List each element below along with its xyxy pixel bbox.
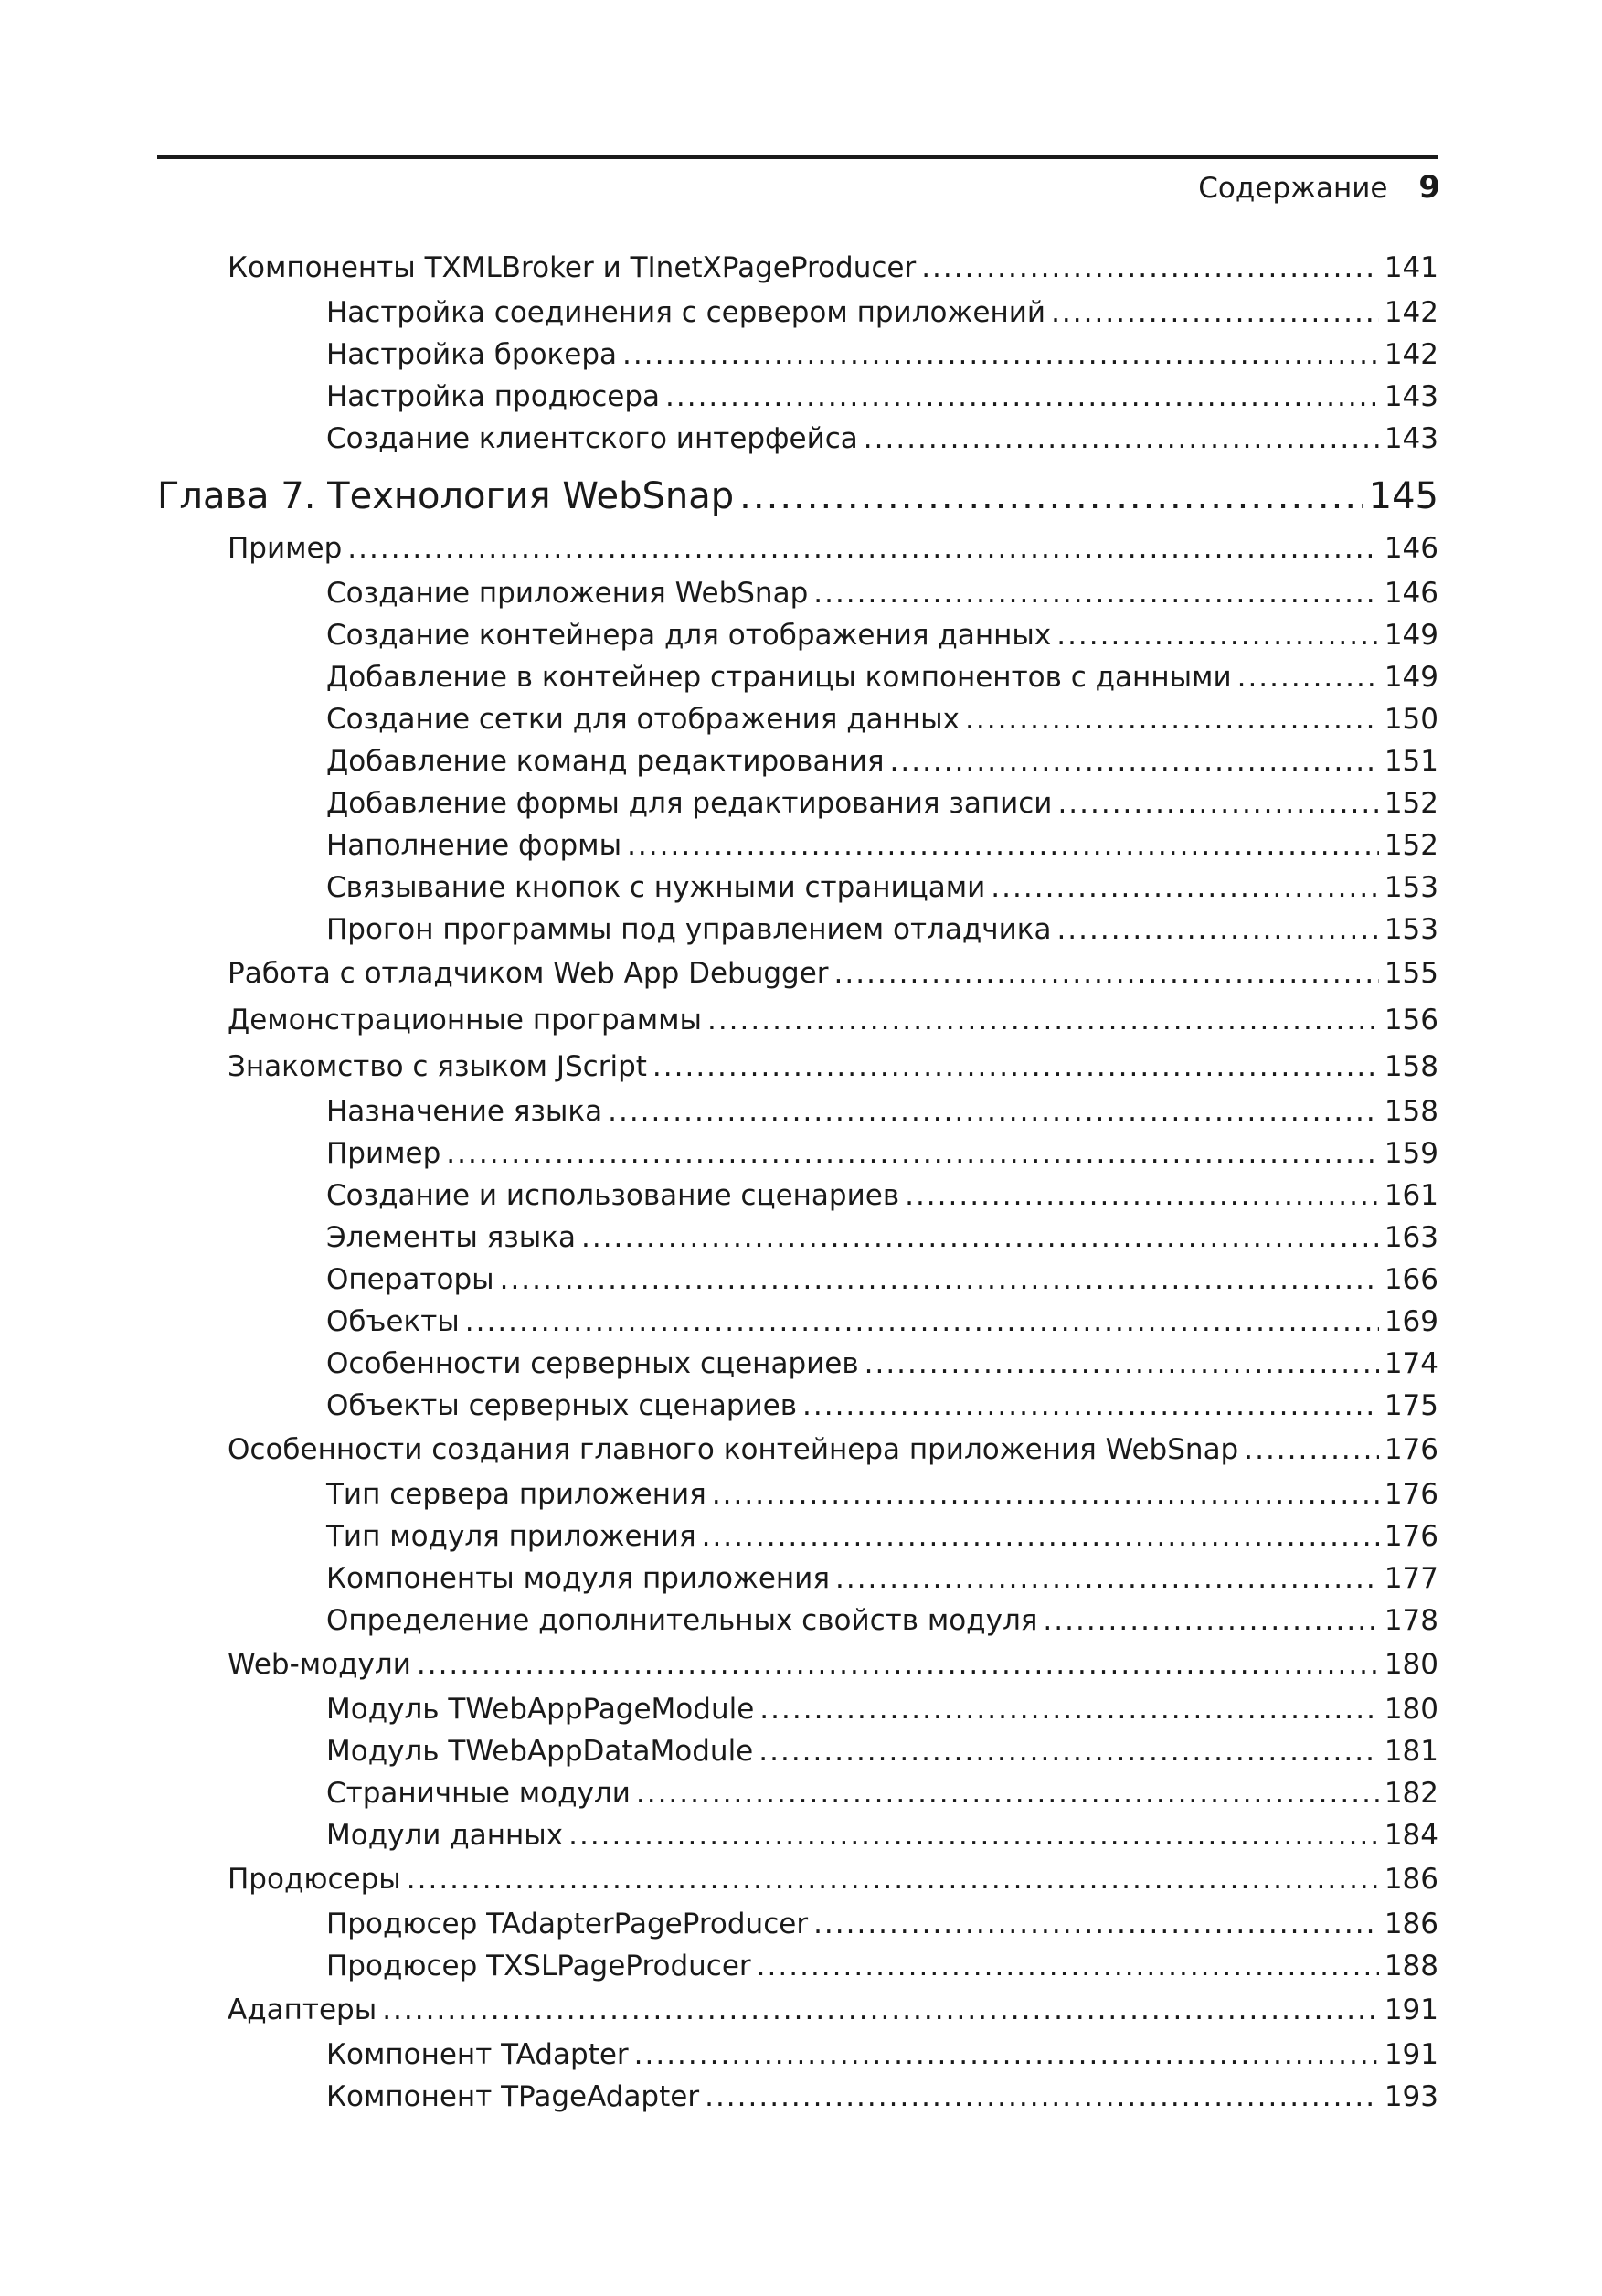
toc-entry-page: 155	[1384, 957, 1438, 990]
toc-leader-dots	[759, 1688, 1379, 1730]
toc-entry-title: Знакомство с языком JScript	[228, 1050, 647, 1083]
toc-entry	[157, 824, 1438, 866]
toc-entry	[157, 866, 1438, 909]
toc-entry	[157, 1515, 1438, 1557]
toc-entry-title: Объекты	[326, 1305, 460, 1338]
toc-entry-page: 145	[1368, 475, 1438, 517]
toc-entry	[157, 698, 1438, 740]
toc-entry-title: Добавление в контейнер страницы компонентов с данными	[326, 661, 1232, 694]
toc-entry-page: 182	[1384, 1777, 1438, 1810]
running-header	[1198, 167, 1440, 208]
toc-entry-title: Создание клиентского интерфейса	[326, 422, 858, 455]
toc-leader-dots	[581, 1217, 1379, 1259]
toc-entry	[157, 1772, 1438, 1814]
toc-leader-dots	[759, 1730, 1379, 1772]
toc-entry-title: Особенности создания главного контейнера приложения WebSnap	[228, 1433, 1239, 1466]
toc-leader-dots	[921, 245, 1379, 292]
toc-entry-page: 143	[1384, 422, 1438, 455]
toc-entry-page: 141	[1384, 251, 1438, 284]
toc-entry-title: Продюсер TXSLPageProducer	[326, 1950, 751, 1982]
toc-entry-page: 153	[1384, 871, 1438, 904]
toc-leader-dots	[347, 526, 1379, 572]
toc-entry-title: Модули данных	[326, 1819, 564, 1852]
toc-leader-dots	[865, 1343, 1379, 1385]
toc-entry-page: 175	[1384, 1389, 1438, 1422]
toc-entry-title: Настройка продюсера	[326, 380, 661, 413]
toc-entry	[157, 2034, 1438, 2076]
header-page-number: 9	[1418, 169, 1440, 206]
toc-entry-title: Компонент TAdapter	[326, 2038, 629, 2071]
toc-entry	[157, 334, 1438, 376]
toc-leader-dots	[702, 1515, 1379, 1557]
toc-entry-page: 150	[1384, 703, 1438, 736]
toc-entry-title: Компоненты TXMLBroker и TInetXPageProducer	[228, 251, 917, 284]
toc-entry	[157, 1427, 1438, 1473]
toc-entry-title: Объекты серверных сценариев	[326, 1389, 798, 1422]
toc-entry-page: 166	[1384, 1263, 1438, 1296]
toc-leader-dots	[568, 1814, 1379, 1856]
header-rule	[157, 155, 1438, 159]
toc-entry-page: 176	[1384, 1478, 1438, 1511]
toc-leader-dots	[705, 2076, 1379, 2118]
toc-entry	[157, 782, 1438, 824]
toc-entry-page: 146	[1384, 577, 1438, 610]
toc-entry-title: Прогон программы под управлением отладчика	[326, 913, 1052, 946]
toc-entry-page: 142	[1384, 338, 1438, 371]
toc-entry-title: Пример	[326, 1137, 441, 1170]
toc-entry	[157, 1259, 1438, 1301]
toc-entry-page: 146	[1384, 532, 1438, 565]
toc-entry-title: Демонстрационные программы	[228, 1004, 702, 1036]
toc-entry-page: 153	[1384, 913, 1438, 946]
toc-entry-title: Настройка брокера	[326, 338, 618, 371]
toc-entry-page: 186	[1384, 1863, 1438, 1896]
toc-leader-dots	[834, 951, 1379, 997]
toc-entry-page: 152	[1384, 787, 1438, 820]
toc-entry-page: 186	[1384, 1908, 1438, 1940]
toc-entry	[157, 572, 1438, 614]
toc-entry-title: Тип модуля приложения	[326, 1520, 696, 1553]
toc-entry-page: 163	[1384, 1221, 1438, 1254]
toc-entry-page: 152	[1384, 829, 1438, 862]
toc-entry	[157, 1301, 1438, 1343]
toc-entry	[157, 1473, 1438, 1515]
toc-entry-page: 158	[1384, 1050, 1438, 1083]
toc-entry-page: 184	[1384, 1819, 1438, 1852]
toc-leader-dots	[712, 1473, 1379, 1515]
toc-entry	[157, 1642, 1438, 1688]
toc-chapter-entry	[157, 467, 1438, 526]
toc-leader-dots	[636, 1772, 1379, 1814]
toc-leader-dots	[627, 824, 1379, 866]
header-title: Содержание	[1198, 172, 1388, 205]
toc-entry-title: Глава 7. Технология WebSnap	[157, 475, 735, 517]
toc-entry-page: 156	[1384, 1004, 1438, 1036]
toc-entry-page: 180	[1384, 1648, 1438, 1681]
toc-leader-dots	[608, 1090, 1379, 1132]
toc-entry-title: Определение дополнительных свойств модуля	[326, 1604, 1038, 1637]
toc-entry	[157, 740, 1438, 782]
toc-leader-dots	[835, 1557, 1379, 1600]
toc-entry	[157, 1903, 1438, 1945]
toc-entry-title: Продюсеры	[228, 1863, 401, 1896]
toc-entry	[157, 909, 1438, 951]
toc-entry	[157, 1175, 1438, 1217]
toc-leader-dots	[864, 418, 1379, 460]
toc-entry	[157, 951, 1438, 997]
toc-leader-dots	[707, 997, 1379, 1044]
toc-entry-page: 176	[1384, 1520, 1438, 1553]
toc-leader-dots	[407, 1856, 1379, 1903]
toc-entry-title: Создание и использование сценариев	[326, 1179, 900, 1212]
toc-entry	[157, 1814, 1438, 1856]
toc-entry-title: Добавление формы для редактирования записи	[326, 787, 1053, 820]
toc-entry-page: 174	[1384, 1347, 1438, 1380]
toc-entry-page: 151	[1384, 745, 1438, 778]
toc-entry-page: 178	[1384, 1604, 1438, 1637]
toc-entry-page: 159	[1384, 1137, 1438, 1170]
toc-entry-page: 158	[1384, 1095, 1438, 1128]
toc-entry-page: 169	[1384, 1305, 1438, 1338]
toc-entry	[157, 1044, 1438, 1090]
toc-leader-dots	[890, 740, 1379, 782]
toc-entry-page: 191	[1384, 1993, 1438, 2026]
toc-entry	[157, 1217, 1438, 1259]
toc-entry-title: Компоненты модуля приложения	[326, 1562, 830, 1595]
toc-entry-title: Страничные модули	[326, 1777, 631, 1810]
toc-leader-dots	[652, 1044, 1379, 1090]
toc-entry-title: Настройка соединения с сервером приложений	[326, 296, 1046, 329]
toc-entry	[157, 997, 1438, 1044]
toc-leader-dots	[739, 467, 1363, 526]
toc-leader-dots	[991, 866, 1379, 909]
toc-entry-title: Элементы языка	[326, 1221, 576, 1254]
toc-entry-page: 143	[1384, 380, 1438, 413]
toc-entry	[157, 1600, 1438, 1642]
toc-entry-title: Пример	[228, 532, 343, 565]
toc-entry-title: Адаптеры	[228, 1993, 377, 2026]
toc-leader-dots	[1237, 656, 1379, 698]
toc-leader-dots	[813, 1903, 1379, 1945]
toc-entry	[157, 526, 1438, 572]
toc-entry	[157, 245, 1438, 292]
toc-leader-dots	[1051, 292, 1379, 334]
toc-entry-page: 181	[1384, 1735, 1438, 1768]
toc-entry-page: 180	[1384, 1693, 1438, 1726]
toc-entry	[157, 1132, 1438, 1175]
toc-leader-dots	[665, 376, 1379, 418]
toc-entry	[157, 614, 1438, 656]
toc-entry-title: Назначение языка	[326, 1095, 603, 1128]
toc-entry-page: 188	[1384, 1950, 1438, 1982]
toc-leader-dots	[1043, 1600, 1378, 1642]
toc-entry-title: Продюсер TAdapterPageProducer	[326, 1908, 809, 1940]
toc-leader-dots	[965, 698, 1379, 740]
toc-entry	[157, 1385, 1438, 1427]
toc-leader-dots	[1056, 909, 1378, 951]
toc-leader-dots	[417, 1642, 1379, 1688]
toc-entry-title: Работа с отладчиком Web App Debugger	[228, 957, 829, 990]
toc-entry-page: 149	[1384, 661, 1438, 694]
toc-leader-dots	[446, 1132, 1379, 1175]
toc-leader-dots	[1056, 614, 1379, 656]
toc-leader-dots	[1244, 1427, 1379, 1473]
toc-entry-title: Компонент TPageAdapter	[326, 2080, 700, 2113]
toc-leader-dots	[757, 1945, 1379, 1987]
toc-leader-dots	[622, 334, 1379, 376]
toc-entry	[157, 418, 1438, 460]
toc-entry-title: Наполнение формы	[326, 829, 622, 862]
toc-entry	[157, 376, 1438, 418]
toc-entry-title: Связывание кнопок с нужными страницами	[326, 871, 986, 904]
toc-leader-dots	[802, 1385, 1379, 1427]
toc-entry-title: Добавление команд редактирования	[326, 745, 885, 778]
toc-entry	[157, 292, 1438, 334]
toc-leader-dots	[905, 1175, 1379, 1217]
toc-leader-dots	[634, 2034, 1379, 2076]
toc-entry-title: Создание сетки для отображения данных	[326, 703, 960, 736]
toc-entry-title: Модуль TWebAppPageModule	[326, 1693, 755, 1726]
toc-entry	[157, 1557, 1438, 1600]
toc-entry-title: Модуль TWebAppDataModule	[326, 1735, 754, 1768]
toc-leader-dots	[813, 572, 1379, 614]
table-of-contents	[157, 245, 1438, 2118]
toc-leader-dots	[1057, 782, 1378, 824]
toc-entry	[157, 1688, 1438, 1730]
toc-entry	[157, 1856, 1438, 1903]
toc-entry-page: 161	[1384, 1179, 1438, 1212]
toc-entry-title: Web-модули	[228, 1648, 411, 1681]
toc-leader-dots	[465, 1301, 1379, 1343]
toc-entry	[157, 1090, 1438, 1132]
toc-entry-page: 149	[1384, 619, 1438, 652]
toc-entry	[157, 1730, 1438, 1772]
toc-entry-page: 191	[1384, 2038, 1438, 2071]
toc-entry-page: 176	[1384, 1433, 1438, 1466]
toc-leader-dots	[382, 1987, 1379, 2034]
toc-entry	[157, 2076, 1438, 2118]
toc-entry-title: Тип сервера приложения	[326, 1478, 706, 1511]
toc-entry-title: Операторы	[326, 1263, 494, 1296]
toc-leader-dots	[500, 1259, 1379, 1301]
toc-entry	[157, 1987, 1438, 2034]
toc-entry-page: 193	[1384, 2080, 1438, 2113]
toc-entry	[157, 656, 1438, 698]
toc-entry-page: 142	[1384, 296, 1438, 329]
toc-entry-page: 177	[1384, 1562, 1438, 1595]
toc-entry-title: Создание приложения WebSnap	[326, 577, 809, 610]
toc-entry-title: Особенности серверных сценариев	[326, 1347, 859, 1380]
toc-entry	[157, 1945, 1438, 1987]
toc-entry-title: Создание контейнера для отображения данных	[326, 619, 1052, 652]
toc-entry	[157, 1343, 1438, 1385]
